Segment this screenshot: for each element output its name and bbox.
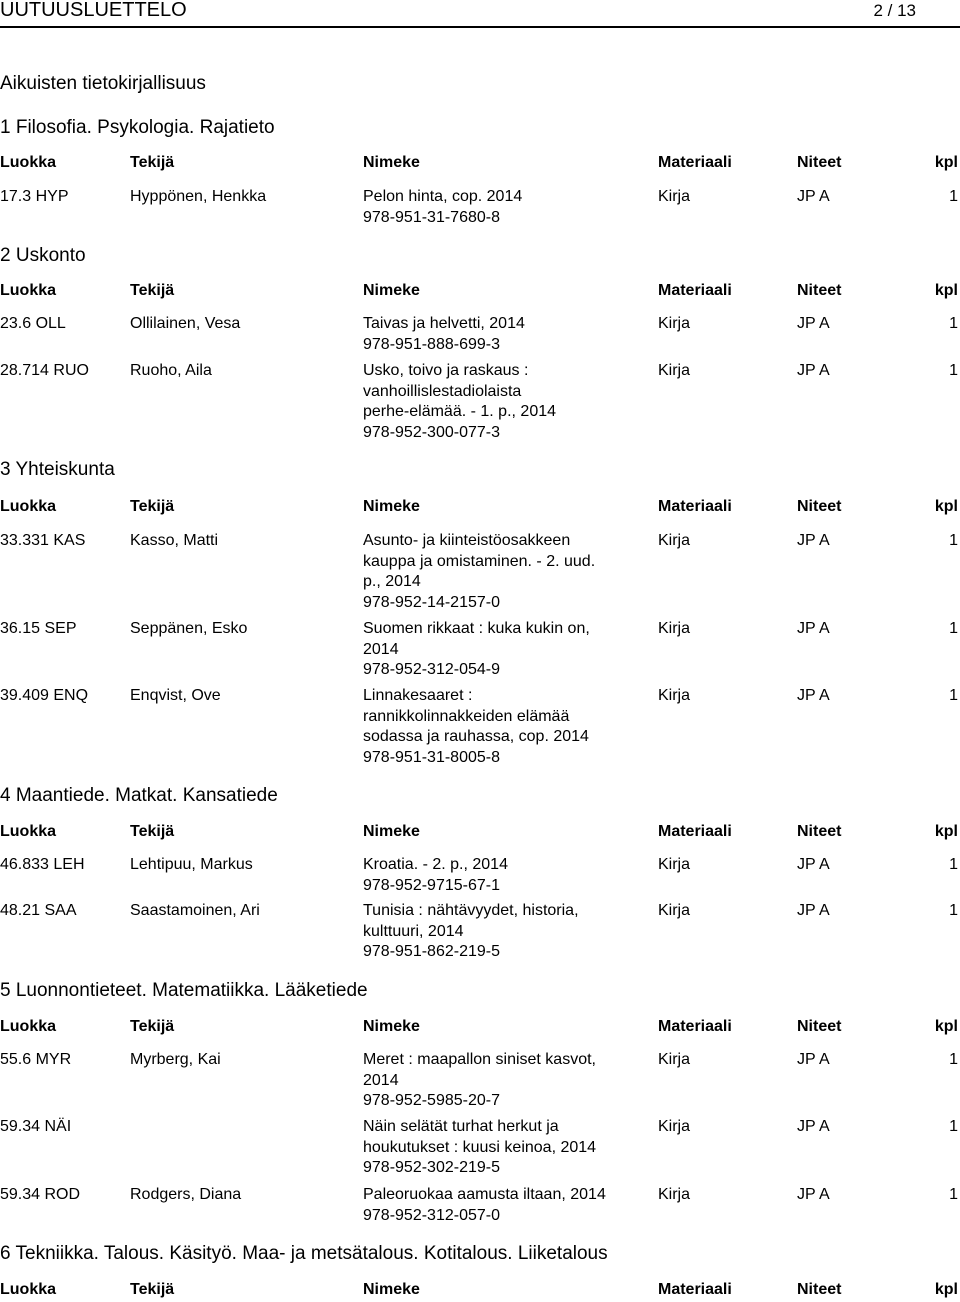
title-line: p., 2014 (363, 573, 421, 590)
column-header-kpl: kpl (934, 282, 958, 299)
title-line: kauppa ja omistaminen. - 2. uud. (363, 552, 596, 570)
title-line: 978-952-5985-20-7 (363, 1092, 500, 1109)
cell-kpl: 1 (949, 1118, 958, 1135)
column-header-nimeke: Nimeke (363, 154, 420, 171)
cell-luokka: 48.21 SAA (0, 902, 77, 919)
column-header-row (0, 822, 960, 842)
cell-tekija: Enqvist, Ove (130, 687, 221, 704)
cell-tekija: Rodgers, Diana (130, 1186, 242, 1203)
title-line: Näin selätät turhat herkut ja (363, 1118, 559, 1135)
title-line: rannikkolinnakkeiden elämää (363, 707, 570, 725)
cell-luokka: 59.34 ROD (0, 1186, 81, 1203)
cell-materiaali: Kirja (658, 532, 691, 549)
column-header-nimeke: Nimeke (363, 282, 420, 299)
cell-materiaali: Kirja (658, 620, 691, 637)
cell-materiaali: Kirja (658, 362, 691, 379)
title-line: 978-951-888-699-3 (363, 335, 500, 353)
cell-kpl: 1 (949, 856, 958, 873)
column-header-materiaali: Materiaali (658, 498, 732, 515)
column-header-nimeke: Nimeke (363, 1281, 420, 1298)
title-line: Linnakesaaret : (363, 687, 473, 704)
cell-nimeke (363, 619, 648, 681)
column-header-kpl: kpl (934, 154, 958, 171)
cell-kpl: 1 (949, 362, 958, 379)
header-rule (0, 26, 960, 28)
column-header-row (0, 1017, 960, 1037)
cell-nimeke (363, 187, 648, 228)
cell-materiaali: Kirja (658, 1118, 691, 1135)
title-line: 978-952-9715-67-1 (363, 876, 500, 894)
cell-luokka: 33.331 KAS (0, 532, 86, 549)
column-header-niteet: Niteet (797, 1018, 842, 1035)
column-header-materiaali: Materiaali (658, 282, 732, 299)
cell-tekija: Hyppönen, Henkka (130, 188, 267, 205)
title-line: 978-951-31-7680-8 (363, 208, 500, 226)
column-header-niteet: Niteet (797, 823, 842, 840)
cell-niteet: JP A (797, 902, 830, 919)
section-heading: 3 Yhteiskunta (0, 459, 115, 480)
column-header-materiaali: Materiaali (658, 154, 732, 171)
cell-tekija: Saastamoinen, Ari (130, 902, 260, 919)
column-header-kpl: kpl (934, 498, 958, 515)
cell-niteet: JP A (797, 532, 830, 549)
cell-materiaali: Kirja (658, 1186, 691, 1203)
title-line: Kroatia. - 2. p., 2014 (363, 856, 508, 873)
section-heading: 4 Maantiede. Matkat. Kansatiede (0, 785, 278, 806)
title-line: Usko, toivo ja raskaus : (363, 362, 529, 379)
cell-luokka: 36.15 SEP (0, 620, 77, 637)
cell-tekija: Kasso, Matti (130, 532, 219, 549)
cell-kpl: 1 (949, 1051, 958, 1068)
column-header-niteet: Niteet (797, 282, 842, 299)
cell-kpl: 1 (949, 188, 958, 205)
document-title: UUTUUSLUETTELO (0, 0, 187, 21)
column-header-tekija: Tekijä (130, 498, 175, 515)
section-heading: 6 Tekniikka. Talous. Käsityö. Maa- ja metsätalous. Kotitalous. Liiketalous (0, 1243, 608, 1264)
column-header-tekija: Tekijä (130, 154, 175, 171)
cell-materiaali: Kirja (658, 856, 691, 873)
cell-niteet: JP A (797, 315, 830, 332)
cell-nimeke (363, 531, 648, 613)
cell-kpl: 1 (949, 620, 958, 637)
column-header-materiaali: Materiaali (658, 823, 732, 840)
column-header-kpl: kpl (934, 823, 958, 840)
title-line: Tunisia : nähtävyydet, historia, (363, 902, 579, 919)
title-line: 978-951-862-219-5 (363, 943, 500, 960)
section-heading: 1 Filosofia. Psykologia. Rajatieto (0, 117, 275, 138)
cell-niteet: JP A (797, 687, 830, 704)
column-header-tekija: Tekijä (130, 282, 175, 299)
column-header-nimeke: Nimeke (363, 823, 420, 840)
cell-luokka: 39.409 ENQ (0, 687, 89, 704)
column-header-niteet: Niteet (797, 154, 842, 171)
cell-nimeke (363, 1185, 648, 1226)
title-line: perhe-elämää. - 1. p., 2014 (363, 403, 557, 420)
cell-nimeke (363, 1050, 648, 1112)
title-line: 978-952-312-057-0 (363, 1206, 500, 1224)
title-line: 978-952-14-2157-0 (363, 593, 500, 611)
cell-nimeke (363, 314, 648, 355)
cell-tekija: Ollilainen, Vesa (130, 315, 241, 332)
column-header-row (0, 153, 960, 173)
cell-nimeke (363, 855, 648, 896)
cell-materiaali: Kirja (658, 902, 691, 919)
cell-niteet: JP A (797, 1118, 830, 1135)
title-line: Pelon hinta, cop. 2014 (363, 188, 523, 205)
column-header-tekija: Tekijä (130, 1018, 175, 1035)
column-header-luokka: Luokka (0, 1281, 57, 1298)
cell-nimeke (363, 1117, 648, 1179)
title-line: 978-952-300-077-3 (363, 423, 500, 441)
cell-kpl: 1 (949, 687, 958, 704)
cell-materiaali: Kirja (658, 687, 691, 704)
title-line: 2014 (363, 640, 399, 658)
column-header-row (0, 1280, 960, 1300)
column-header-tekija: Tekijä (130, 1281, 175, 1298)
column-header-nimeke: Nimeke (363, 498, 420, 515)
column-header-luokka: Luokka (0, 1018, 57, 1035)
cell-niteet: JP A (797, 1186, 830, 1203)
column-header-luokka: Luokka (0, 498, 57, 515)
cell-luokka: 17.3 HYP (0, 188, 69, 205)
title-line: Suomen rikkaat : kuka kukin on, (363, 620, 590, 637)
cell-kpl: 1 (949, 315, 958, 332)
cell-luokka: 46.833 LEH (0, 856, 85, 873)
title-line: kulttuuri, 2014 (363, 922, 464, 940)
column-header-kpl: kpl (934, 1018, 958, 1035)
cell-kpl: 1 (949, 532, 958, 549)
column-header-luokka: Luokka (0, 823, 57, 840)
cell-kpl: 1 (949, 1186, 958, 1203)
collection-title: Aikuisten tietokirjallisuus (0, 73, 206, 94)
page-number: 2 / 13 (873, 1, 916, 20)
column-header-luokka: Luokka (0, 154, 57, 171)
cell-tekija: Lehtipuu, Markus (130, 856, 253, 873)
title-line: houkutukset : kuusi keinoa, 2014 (363, 1138, 597, 1156)
cell-tekija: Seppänen, Esko (130, 620, 248, 637)
title-line: Asunto- ja kiinteistöosakkeen (363, 532, 571, 549)
section-heading: 5 Luonnontieteet. Matematiikka. Lääketiede (0, 980, 368, 1001)
cell-luokka: 28.714 RUO (0, 362, 89, 379)
cell-niteet: JP A (797, 620, 830, 637)
title-line: sodassa ja rauhassa, cop. 2014 (363, 728, 589, 745)
column-header-nimeke: Nimeke (363, 1018, 420, 1035)
column-header-niteet: Niteet (797, 1281, 842, 1298)
column-header-materiaali: Materiaali (658, 1018, 732, 1035)
cell-tekija: Ruoho, Aila (130, 362, 212, 379)
cell-niteet: JP A (797, 856, 830, 873)
column-header-luokka: Luokka (0, 282, 57, 299)
title-line: 978-951-31-8005-8 (363, 748, 500, 766)
column-header-row (0, 497, 960, 517)
column-header-materiaali: Materiaali (658, 1281, 732, 1298)
cell-luokka: 55.6 MYR (0, 1051, 72, 1068)
cell-luokka: 23.6 OLL (0, 315, 66, 332)
title-line: 978-952-312-054-9 (363, 661, 500, 678)
section-heading: 2 Uskonto (0, 245, 86, 266)
title-line: Taivas ja helvetti, 2014 (363, 315, 525, 332)
cell-materiaali: Kirja (658, 315, 691, 332)
title-line: Meret : maapallon siniset kasvot, (363, 1051, 596, 1068)
cell-luokka: 59.34 NÄI (0, 1118, 72, 1135)
page-header (0, 0, 960, 22)
cell-niteet: JP A (797, 1051, 830, 1068)
column-header-row (0, 281, 960, 301)
title-line: 2014 (363, 1071, 399, 1089)
cell-niteet: JP A (797, 362, 830, 379)
cell-tekija: Myrberg, Kai (130, 1051, 221, 1068)
cell-materiaali: Kirja (658, 188, 691, 205)
column-header-tekija: Tekijä (130, 823, 175, 840)
title-line: vanhoillislestadiolaista (363, 382, 522, 400)
cell-nimeke (363, 901, 648, 963)
column-header-kpl: kpl (934, 1281, 958, 1298)
cell-nimeke (363, 361, 648, 443)
cell-nimeke (363, 686, 648, 768)
cell-kpl: 1 (949, 902, 958, 919)
cell-niteet: JP A (797, 188, 830, 205)
title-line: 978-952-302-219-5 (363, 1159, 500, 1176)
title-line: Paleoruokaa aamusta iltaan, 2014 (363, 1186, 606, 1203)
cell-materiaali: Kirja (658, 1051, 691, 1068)
column-header-niteet: Niteet (797, 498, 842, 515)
